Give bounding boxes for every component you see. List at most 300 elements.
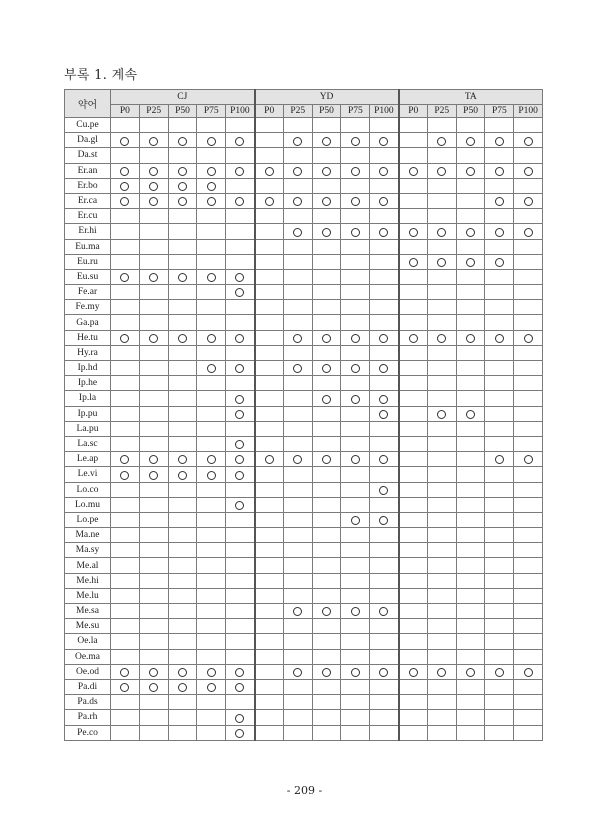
- presence-circle-icon: [379, 137, 388, 146]
- presence-cell: [399, 649, 428, 664]
- presence-cell: [456, 148, 485, 163]
- presence-cell: [456, 467, 485, 482]
- table-row: [65, 163, 543, 178]
- presence-cell: [139, 254, 168, 269]
- presence-cell: [485, 695, 514, 710]
- abbr-column-header: 약어: [65, 90, 111, 118]
- presence-cell: [427, 421, 456, 436]
- presence-cell: [370, 376, 399, 391]
- presence-cell: [168, 406, 197, 421]
- presence-cell: [485, 604, 514, 619]
- presence-circle-icon: [351, 455, 360, 464]
- presence-cell: [312, 376, 341, 391]
- presence-cell: [456, 330, 485, 345]
- presence-cell: [139, 634, 168, 649]
- species-abbr-cell: Ip.hd: [65, 361, 111, 376]
- presence-cell: [255, 588, 284, 603]
- presence-cell: [514, 163, 543, 178]
- presence-cell: [139, 619, 168, 634]
- presence-cell: [111, 695, 140, 710]
- presence-cell: [427, 619, 456, 634]
- presence-cell: [427, 512, 456, 527]
- presence-cell: [139, 193, 168, 208]
- presence-cell: [456, 619, 485, 634]
- presence-circle-icon: [235, 197, 244, 206]
- presence-cell: [427, 209, 456, 224]
- presence-cell: [312, 421, 341, 436]
- species-abbr-cell: Fe.ar: [65, 285, 111, 300]
- species-abbr-cell: Me.su: [65, 619, 111, 634]
- presence-cell: [255, 573, 284, 588]
- table-row: [65, 482, 543, 497]
- presence-cell: [168, 497, 197, 512]
- presence-cell: [312, 619, 341, 634]
- presence-cell: [456, 679, 485, 694]
- presence-cell: [370, 497, 399, 512]
- species-abbr-cell: Da.gl: [65, 133, 111, 148]
- presence-cell: [370, 695, 399, 710]
- presence-cell: [427, 163, 456, 178]
- presence-cell: [312, 497, 341, 512]
- presence-cell: [139, 497, 168, 512]
- presence-cell: [370, 725, 399, 740]
- presence-cell: [197, 148, 226, 163]
- presence-cell: [312, 695, 341, 710]
- presence-cell: [197, 345, 226, 360]
- presence-cell: [111, 406, 140, 421]
- presence-cell: [485, 300, 514, 315]
- group-header-yd: YD: [255, 90, 399, 105]
- presence-circle-icon: [409, 228, 418, 237]
- species-abbr-cell: Pa.rh: [65, 710, 111, 725]
- presence-cell: [485, 376, 514, 391]
- presence-circle-icon: [322, 228, 331, 237]
- presence-cell: [370, 452, 399, 467]
- presence-cell: [139, 345, 168, 360]
- presence-cell: [456, 285, 485, 300]
- presence-circle-icon: [379, 197, 388, 206]
- species-abbr-cell: Cu.pe: [65, 118, 111, 133]
- table-row: [65, 634, 543, 649]
- presence-circle-icon: [235, 471, 244, 480]
- presence-cell: [197, 406, 226, 421]
- table-row: [65, 649, 543, 664]
- presence-cell: [283, 634, 312, 649]
- presence-cell: [399, 376, 428, 391]
- presence-cell: [168, 193, 197, 208]
- presence-cell: [283, 649, 312, 664]
- presence-cell: [485, 315, 514, 330]
- presence-circle-icon: [322, 334, 331, 343]
- presence-cell: [399, 254, 428, 269]
- presence-cell: [485, 588, 514, 603]
- table-row: [65, 421, 543, 436]
- presence-cell: [111, 269, 140, 284]
- presence-cell: [255, 285, 284, 300]
- presence-cell: [485, 558, 514, 573]
- presence-circle-icon: [149, 182, 158, 191]
- table-row: [65, 330, 543, 345]
- presence-circle-icon: [178, 167, 187, 176]
- presence-cell: [283, 315, 312, 330]
- presence-cell: [197, 649, 226, 664]
- presence-cell: [255, 239, 284, 254]
- presence-circle-icon: [235, 440, 244, 449]
- presence-circle-icon: [235, 501, 244, 510]
- presence-cell: [255, 695, 284, 710]
- presence-cell: [312, 133, 341, 148]
- presence-cell: [312, 679, 341, 694]
- presence-cell: [226, 178, 255, 193]
- presence-cell: [226, 193, 255, 208]
- presence-cell: [111, 725, 140, 740]
- species-abbr-cell: Lo.co: [65, 482, 111, 497]
- presence-cell: [255, 421, 284, 436]
- presence-cell: [312, 573, 341, 588]
- presence-cell: [283, 345, 312, 360]
- presence-cell: [168, 436, 197, 451]
- presence-cell: [427, 133, 456, 148]
- presence-circle-icon: [322, 364, 331, 373]
- presence-cell: [139, 679, 168, 694]
- presence-cell: [399, 163, 428, 178]
- presence-cell: [427, 315, 456, 330]
- presence-cell: [456, 118, 485, 133]
- subheader-cell: P75: [341, 105, 370, 118]
- species-abbr-cell: Eu.su: [65, 269, 111, 284]
- presence-cell: [514, 269, 543, 284]
- presence-circle-icon: [379, 364, 388, 373]
- table-row: [65, 558, 543, 573]
- presence-circle-icon: [207, 137, 216, 146]
- presence-circle-icon: [495, 197, 504, 206]
- table-row: [65, 512, 543, 527]
- presence-cell: [111, 345, 140, 360]
- presence-cell: [514, 543, 543, 558]
- presence-cell: [226, 391, 255, 406]
- presence-cell: [370, 300, 399, 315]
- presence-cell: [255, 361, 284, 376]
- presence-cell: [139, 376, 168, 391]
- presence-cell: [399, 497, 428, 512]
- presence-cell: [370, 163, 399, 178]
- presence-circle-icon: [466, 228, 475, 237]
- presence-cell: [399, 178, 428, 193]
- species-abbr-cell: Le.ap: [65, 452, 111, 467]
- subheader-cell: P50: [168, 105, 197, 118]
- presence-cell: [427, 406, 456, 421]
- presence-circle-icon: [235, 714, 244, 723]
- presence-cell: [312, 634, 341, 649]
- presence-cell: [399, 467, 428, 482]
- species-abbr-cell: Le.vi: [65, 467, 111, 482]
- presence-cell: [226, 376, 255, 391]
- presence-circle-icon: [409, 258, 418, 267]
- presence-cell: [283, 254, 312, 269]
- table-row: [65, 345, 543, 360]
- species-abbr-cell: Er.bo: [65, 178, 111, 193]
- presence-circle-icon: [322, 197, 331, 206]
- presence-cell: [168, 634, 197, 649]
- presence-cell: [197, 193, 226, 208]
- presence-cell: [168, 133, 197, 148]
- presence-circle-icon: [351, 228, 360, 237]
- presence-cell: [197, 361, 226, 376]
- table-row: [65, 148, 543, 163]
- presence-cell: [341, 285, 370, 300]
- presence-cell: [399, 604, 428, 619]
- presence-circle-icon: [379, 167, 388, 176]
- presence-circle-icon: [293, 607, 302, 616]
- presence-cell: [255, 224, 284, 239]
- presence-circle-icon: [351, 167, 360, 176]
- presence-circle-icon: [524, 167, 533, 176]
- presence-cell: [456, 588, 485, 603]
- presence-circle-icon: [293, 167, 302, 176]
- presence-cell: [312, 315, 341, 330]
- presence-cell: [399, 634, 428, 649]
- presence-cell: [283, 118, 312, 133]
- presence-cell: [111, 512, 140, 527]
- presence-cell: [139, 512, 168, 527]
- presence-cell: [226, 254, 255, 269]
- presence-circle-icon: [235, 167, 244, 176]
- presence-cell: [111, 528, 140, 543]
- presence-cell: [226, 634, 255, 649]
- presence-circle-icon: [235, 334, 244, 343]
- presence-cell: [427, 558, 456, 573]
- table-row: [65, 376, 543, 391]
- presence-cell: [255, 467, 284, 482]
- presence-cell: [312, 710, 341, 725]
- presence-cell: [312, 224, 341, 239]
- presence-cell: [139, 163, 168, 178]
- presence-cell: [226, 725, 255, 740]
- presence-cell: [514, 679, 543, 694]
- presence-cell: [312, 209, 341, 224]
- presence-circle-icon: [265, 455, 274, 464]
- presence-cell: [427, 193, 456, 208]
- presence-circle-icon: [235, 288, 244, 297]
- presence-circle-icon: [293, 334, 302, 343]
- presence-cell: [341, 588, 370, 603]
- presence-cell: [111, 118, 140, 133]
- presence-cell: [370, 543, 399, 558]
- species-abbr-cell: Er.cu: [65, 209, 111, 224]
- presence-cell: [485, 649, 514, 664]
- table-row: [65, 679, 543, 694]
- presence-cell: [485, 133, 514, 148]
- presence-cell: [312, 406, 341, 421]
- presence-cell: [255, 528, 284, 543]
- presence-cell: [255, 452, 284, 467]
- group-header-ta: TA: [399, 90, 543, 105]
- presence-cell: [197, 133, 226, 148]
- presence-cell: [399, 452, 428, 467]
- presence-cell: [485, 193, 514, 208]
- presence-circle-icon: [437, 410, 446, 419]
- presence-cell: [514, 467, 543, 482]
- table-row: [65, 285, 543, 300]
- presence-cell: [399, 330, 428, 345]
- presence-cell: [485, 345, 514, 360]
- table-row: [65, 406, 543, 421]
- table-row: [65, 254, 543, 269]
- presence-cell: [255, 497, 284, 512]
- presence-cell: [485, 528, 514, 543]
- presence-cell: [514, 634, 543, 649]
- presence-cell: [370, 361, 399, 376]
- presence-cell: [341, 452, 370, 467]
- presence-cell: [485, 118, 514, 133]
- presence-cell: [283, 436, 312, 451]
- presence-cell: [312, 391, 341, 406]
- presence-cell: [399, 695, 428, 710]
- table-row: [65, 543, 543, 558]
- presence-circle-icon: [322, 137, 331, 146]
- presence-cell: [370, 315, 399, 330]
- species-abbr-cell: Me.sa: [65, 604, 111, 619]
- presence-cell: [370, 421, 399, 436]
- presence-cell: [514, 497, 543, 512]
- presence-cell: [283, 224, 312, 239]
- presence-cell: [168, 649, 197, 664]
- presence-cell: [168, 300, 197, 315]
- presence-circle-icon: [120, 334, 129, 343]
- presence-cell: [399, 725, 428, 740]
- table-row: [65, 391, 543, 406]
- presence-cell: [111, 330, 140, 345]
- presence-circle-icon: [379, 486, 388, 495]
- table-row: [65, 178, 543, 193]
- presence-cell: [427, 604, 456, 619]
- presence-cell: [139, 573, 168, 588]
- species-abbr-cell: Lo.pe: [65, 512, 111, 527]
- presence-cell: [168, 558, 197, 573]
- presence-cell: [226, 163, 255, 178]
- presence-cell: [341, 193, 370, 208]
- species-abbr-cell: Pe.co: [65, 725, 111, 740]
- presence-cell: [514, 421, 543, 436]
- presence-circle-icon: [207, 471, 216, 480]
- presence-cell: [168, 710, 197, 725]
- presence-cell: [485, 482, 514, 497]
- presence-circle-icon: [149, 167, 158, 176]
- presence-cell: [456, 558, 485, 573]
- presence-cell: [456, 224, 485, 239]
- presence-circle-icon: [235, 668, 244, 677]
- presence-cell: [341, 528, 370, 543]
- presence-circle-icon: [524, 137, 533, 146]
- presence-cell: [514, 178, 543, 193]
- presence-cell: [111, 634, 140, 649]
- presence-cell: [341, 118, 370, 133]
- presence-cell: [111, 239, 140, 254]
- presence-cell: [341, 512, 370, 527]
- presence-cell: [370, 391, 399, 406]
- presence-cell: [111, 619, 140, 634]
- presence-circle-icon: [207, 455, 216, 464]
- presence-cell: [283, 573, 312, 588]
- presence-cell: [226, 604, 255, 619]
- presence-cell: [168, 269, 197, 284]
- presence-circle-icon: [379, 516, 388, 525]
- presence-cell: [312, 345, 341, 360]
- presence-cell: [485, 163, 514, 178]
- presence-cell: [341, 664, 370, 679]
- presence-cell: [485, 269, 514, 284]
- presence-circle-icon: [235, 364, 244, 373]
- species-abbr-cell: Pa.di: [65, 679, 111, 694]
- presence-cell: [341, 209, 370, 224]
- presence-cell: [197, 209, 226, 224]
- presence-cell: [456, 239, 485, 254]
- presence-circle-icon: [178, 137, 187, 146]
- presence-cell: [399, 391, 428, 406]
- presence-cell: [283, 452, 312, 467]
- presence-cell: [255, 118, 284, 133]
- presence-cell: [370, 239, 399, 254]
- presence-cell: [312, 193, 341, 208]
- presence-circle-icon: [178, 455, 187, 464]
- species-abbr-cell: Ip.he: [65, 376, 111, 391]
- presence-cell: [341, 679, 370, 694]
- presence-cell: [312, 588, 341, 603]
- presence-circle-icon: [120, 668, 129, 677]
- presence-cell: [139, 725, 168, 740]
- presence-cell: [197, 604, 226, 619]
- presence-cell: [514, 193, 543, 208]
- presence-cell: [485, 224, 514, 239]
- presence-cell: [514, 285, 543, 300]
- page-number: - 209 -: [286, 784, 323, 797]
- presence-circle-icon: [207, 167, 216, 176]
- presence-cell: [168, 588, 197, 603]
- presence-cell: [139, 695, 168, 710]
- presence-cell: [399, 193, 428, 208]
- presence-cell: [456, 573, 485, 588]
- presence-circle-icon: [351, 334, 360, 343]
- presence-cell: [139, 543, 168, 558]
- table-row: [65, 528, 543, 543]
- table-row: [65, 193, 543, 208]
- presence-cell: [226, 664, 255, 679]
- presence-cell: [255, 376, 284, 391]
- presence-cell: [197, 543, 226, 558]
- presence-circle-icon: [409, 668, 418, 677]
- presence-cell: [255, 193, 284, 208]
- presence-cell: [485, 239, 514, 254]
- presence-cell: [111, 482, 140, 497]
- presence-cell: [111, 254, 140, 269]
- presence-cell: [226, 512, 255, 527]
- presence-cell: [370, 649, 399, 664]
- presence-cell: [283, 710, 312, 725]
- presence-cell: [514, 436, 543, 451]
- presence-cell: [514, 209, 543, 224]
- presence-circle-icon: [495, 455, 504, 464]
- presence-cell: [456, 604, 485, 619]
- presence-cell: [312, 558, 341, 573]
- presence-cell: [168, 209, 197, 224]
- presence-cell: [139, 406, 168, 421]
- presence-cell: [456, 345, 485, 360]
- presence-cell: [226, 710, 255, 725]
- table-row: [65, 239, 543, 254]
- presence-circle-icon: [466, 410, 475, 419]
- presence-circle-icon: [207, 683, 216, 692]
- presence-cell: [341, 133, 370, 148]
